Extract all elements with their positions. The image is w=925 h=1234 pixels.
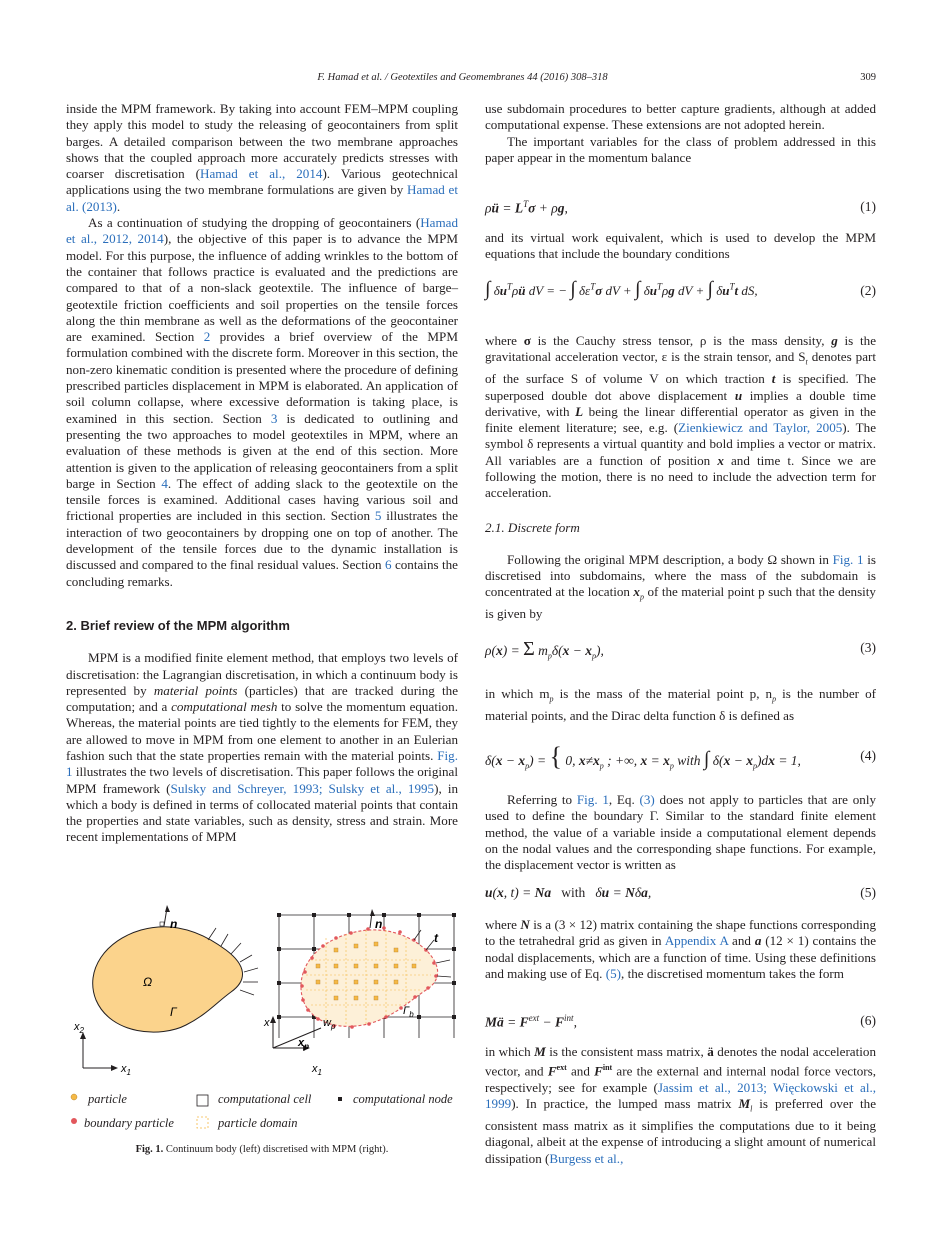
paragraph: where N is a (3 × 12) matrix containing the shape functions corresponding to the tetrahedral grid as given in Appendix A and a (12 × 1) contains the nodal displacements, which are a function of time. Using these definitions and making use of Eq. (5), the discretised momentum takes the form <box>485 917 877 981</box>
figure-1 <box>66 900 461 1110</box>
equation-3: ρ(x) = Σ $m_p\delta(x - x_p)$, <box>485 638 604 661</box>
running-title: F. Hamad et al. / Geotextiles and Geomembranes 44 (2016) 308–318 <box>317 72 608 83</box>
domain-symbol <box>197 1117 208 1128</box>
continuum-body <box>93 927 243 1032</box>
equation-5-number: (5) <box>860 885 876 900</box>
citation-link[interactable]: Hamad et al. (2013) <box>66 182 458 214</box>
normal-label: n <box>170 917 178 931</box>
equation-6: Mä = $F^{ext} - F^{int}$, <box>485 1013 577 1030</box>
citation-link[interactable]: Zienkiewicz and Taylor, 2005 <box>678 420 843 436</box>
paragraph: The important variables for the class of problem addressed in this paper appear in the momentum balance <box>485 133 876 165</box>
right-text-5 <box>485 792 876 873</box>
equation-1-number: (1) <box>860 199 876 214</box>
x1-axis-label-right: $x_1$ <box>312 1063 322 1077</box>
paragraph: inside the MPM framework. By taking into account FEM–MPM coupling they apply this model to study the releasing of geocontainers from split barges. A detailed comparison between the two membrane approaches shows that the coupled approach more accurately predicts stresses with coarser discretisation (Hamad et al., 2014). Various geotechnical applications using the two membrane formulations are given by Hamad et al. (2013). <box>66 101 458 214</box>
section-link[interactable]: 4 <box>161 475 168 491</box>
legend-boundary-particle: boundary particle <box>84 1116 174 1130</box>
section-link[interactable]: 2 <box>203 329 211 345</box>
equation-link[interactable]: (3) <box>639 792 655 807</box>
normal-label-right: n <box>375 917 383 931</box>
x-axis-label-right: x <box>264 1017 270 1029</box>
paragraph: in which M is the consistent mass matrix, ä denotes the nodal acceleration vector, and $F^{ext}$ and $F^{int}$ are the external and internal nodal force vectors, respectively; see for example (Jassim et al., 2013; Więckowski et al., 1999). In practice, the lumped mass matrix $M_l$ is preferred over the consistent mass matrix as it simplifies the computations due to it being diagonal, albeit at the expense of introducing a slight amount of numerical dissipation (Burgess et al., <box>485 1044 877 1166</box>
right-text-3 <box>485 333 876 623</box>
left-column <box>66 101 458 846</box>
cell-symbol <box>197 1095 208 1106</box>
equation-6-number: (6) <box>860 1013 876 1028</box>
boundary-particle-symbol <box>71 1118 77 1124</box>
paragraph: in which $m_p$ is the mass of the material point p, $n_p$ is the number of material points, and the Dirac delta function δ is defined as <box>485 686 876 723</box>
equation-3-number: (3) <box>860 640 876 655</box>
paragraph: MPM is a modified finite element method, that employs two levels of discretisation: the Lagrangian discretisation, in which a continuum body is represented by material points (particles) that are tracked during the computation; and a computational mesh to solve the momentum equation. Whereas, the material points are tied tightly to the elements for FEM, they are allowed to move in MPM from one element to another in an Eulerian fashion such that the state properties remain with the material points. Fig. 1 illustrates the two levels of discretisation. This paper follows the original MPM framework (Sulsky and Schreyer, 1993; Sulsky et al., 1995), in which a body is defined in terms of collocated material points that contain the properties and state variables, such as density, stress and strain. More recent implementations of MPM <box>66 650 459 845</box>
gamma-label: Γ <box>170 1005 177 1019</box>
x2-axis-label: $x_2$ <box>74 1021 84 1035</box>
paragraph: Referring to Fig. 1, Eq. (3) does not apply to particles that are only used to define the boundary Γ. Similar to the standard finite element method, the value of a variable inside a computational element depends on the nodal values and the corresponding shape functions. For example, the displacement vector is written as <box>485 792 877 873</box>
appendix-link[interactable]: Appendix A <box>664 933 729 949</box>
position-label: $x_p$ <box>298 1037 310 1051</box>
legend-computational-node: computational node <box>353 1092 453 1106</box>
omega-label: Ω <box>143 975 153 989</box>
node-symbol <box>338 1097 342 1101</box>
equation-5: u(x, t) = Na with δu = Nδa, <box>485 885 652 900</box>
right-text-4 <box>485 686 876 724</box>
legend-particle-domain: particle domain <box>218 1116 298 1130</box>
right-text-7 <box>485 1044 876 1167</box>
equation-2-number: (2) <box>860 283 876 298</box>
discretised-body <box>301 930 438 1026</box>
section-link[interactable]: 3 <box>270 410 278 426</box>
equation-2: ∫ $\delta u^T\rho ü$ dV = − ∫ $\delta\varepsilon^T\sigma$ dV + ∫ $\delta u^T\rho g$ dV + ∫ $\delta u^Tt$ dS, <box>485 278 758 300</box>
section-link[interactable]: 6 <box>385 557 392 573</box>
equation-4-number: (4) <box>860 748 876 763</box>
right-column <box>485 101 876 166</box>
citation-link[interactable]: Hamad et al., 2014 <box>199 166 323 182</box>
figure-link[interactable]: Fig. 1 <box>66 747 458 780</box>
running-header <box>0 72 925 88</box>
paragraph: where σ is the Cauchy stress tensor, ρ is the mass density, g is the gravitational acceleration vector, ε is the strain tensor, and $S_t$ denotes part of the surface S of volume V on which traction t is specified. The superposed double dot above displacement u implies a double time derivative, with L being the linear differential operator as given in the finite element literature; see, e.g. (Zienkiewicz and Taylor, 2005). The symbol δ represents a virtual quantity and bold implies a vector or matrix. All variables are a function of position x and time t. Since we are following the motion, there is no need to include the advection term for acceleration. <box>485 333 877 501</box>
right-text-2 <box>485 230 876 263</box>
traction-label: t <box>434 931 438 945</box>
equation-link[interactable]: (5) <box>605 965 622 981</box>
weight-label: $w_p$ <box>323 1017 336 1031</box>
paragraph: As a continuation of studying the dropping of geocontainers (Hamad et al., 2012, 2014), the objective of this paper is to advance the MPM model. For this purpose, the influence of adding wrinkles to the bottom of the container that follows practice is evaluated and the predictions are compared to that of a non-slack geotextile. The influence of barge–geotextile friction coefficients and soil properties on the tensile forces along the thin membrane as well as the deformations of the geocontainer are examined. Section 2 provides a brief overview of the MPM formulation combined with the discrete form. Moreover in this section, the non-zero kinematic condition is presented where the procedure of defining prescribed particles displacement in MPM is elaborated. An application of soil column collapse, where excessive deformation is taking place, is examined in this section. Section 3 is dedicated to outlining and presenting the two approaches to model geotextiles in MPM, where an evaluation of these methods is given at the end of this section. More attention is given to the application of releasing geocontainers from a split barge in Section 4. The effect of adding slack to the geotextile on the tensile forces is examined. Additional cases having various soil and frictional properties are included in this section. Section 5 illustrates the interaction of two geocontainers by dropping one on top of another. The development of the tensile forces due to the dynamic installation is discussed and compared to the final residual values. Section 6 contains the concluding remarks. <box>66 215 458 589</box>
legend-particle: particle <box>88 1092 127 1106</box>
gamma-b-label: $\Gamma_b$ <box>403 1005 414 1019</box>
citation-link[interactable]: Hamad et al., 2012, 2014 <box>66 215 458 247</box>
paragraph: use subdomain procedures to better capture gradients, although at added computational expense. These extensions are not adopted herein. <box>485 101 876 133</box>
particle-symbol <box>71 1094 77 1100</box>
legend-computational-cell: computational cell <box>218 1092 312 1106</box>
section-link[interactable]: 5 <box>374 508 382 524</box>
citation-link[interactable]: Jassim et al., 2013; Więckowski et al., 1999 <box>485 1079 877 1112</box>
figure-link[interactable]: Fig. 1 <box>832 551 864 567</box>
paragraph: and its virtual work equivalent, which is used to develop the MPM equations that include the boundary conditions <box>485 230 876 262</box>
equation-1: ρü = $L^T\sigma + \rho g$, <box>485 199 568 216</box>
figure-link[interactable]: Fig. 1 <box>576 792 609 807</box>
citation-link[interactable]: Burgess et al., <box>549 1150 624 1166</box>
equation-4: $\delta(x - x_p)$ = { 0, $x\ne x_p$ ; +∞, $x = x_p$ with ∫ $\delta(x - x_p)dx = 1$, <box>485 742 801 771</box>
subsection-heading: 2.1. Discrete form <box>485 519 580 535</box>
paragraph: Following the original MPM description, a body Ω shown in Fig. 1 is discretised into subdomains, where the mass of the subdomain is concentrated at the location $x_p$ of the material point p such that the density is given by <box>485 551 876 622</box>
right-text-6 <box>485 917 876 982</box>
section-heading: 2. Brief review of the MPM algorithm <box>66 617 290 633</box>
page-number: 309 <box>860 72 876 83</box>
x1-axis-label: $x_1$ <box>121 1063 131 1077</box>
citation-link[interactable]: Sulsky and Schreyer, 1993; Sulsky et al., 1995 <box>170 780 435 796</box>
figure-caption: Fig. 1. Continuum body (left) discretised with MPM (right). <box>135 1144 389 1155</box>
